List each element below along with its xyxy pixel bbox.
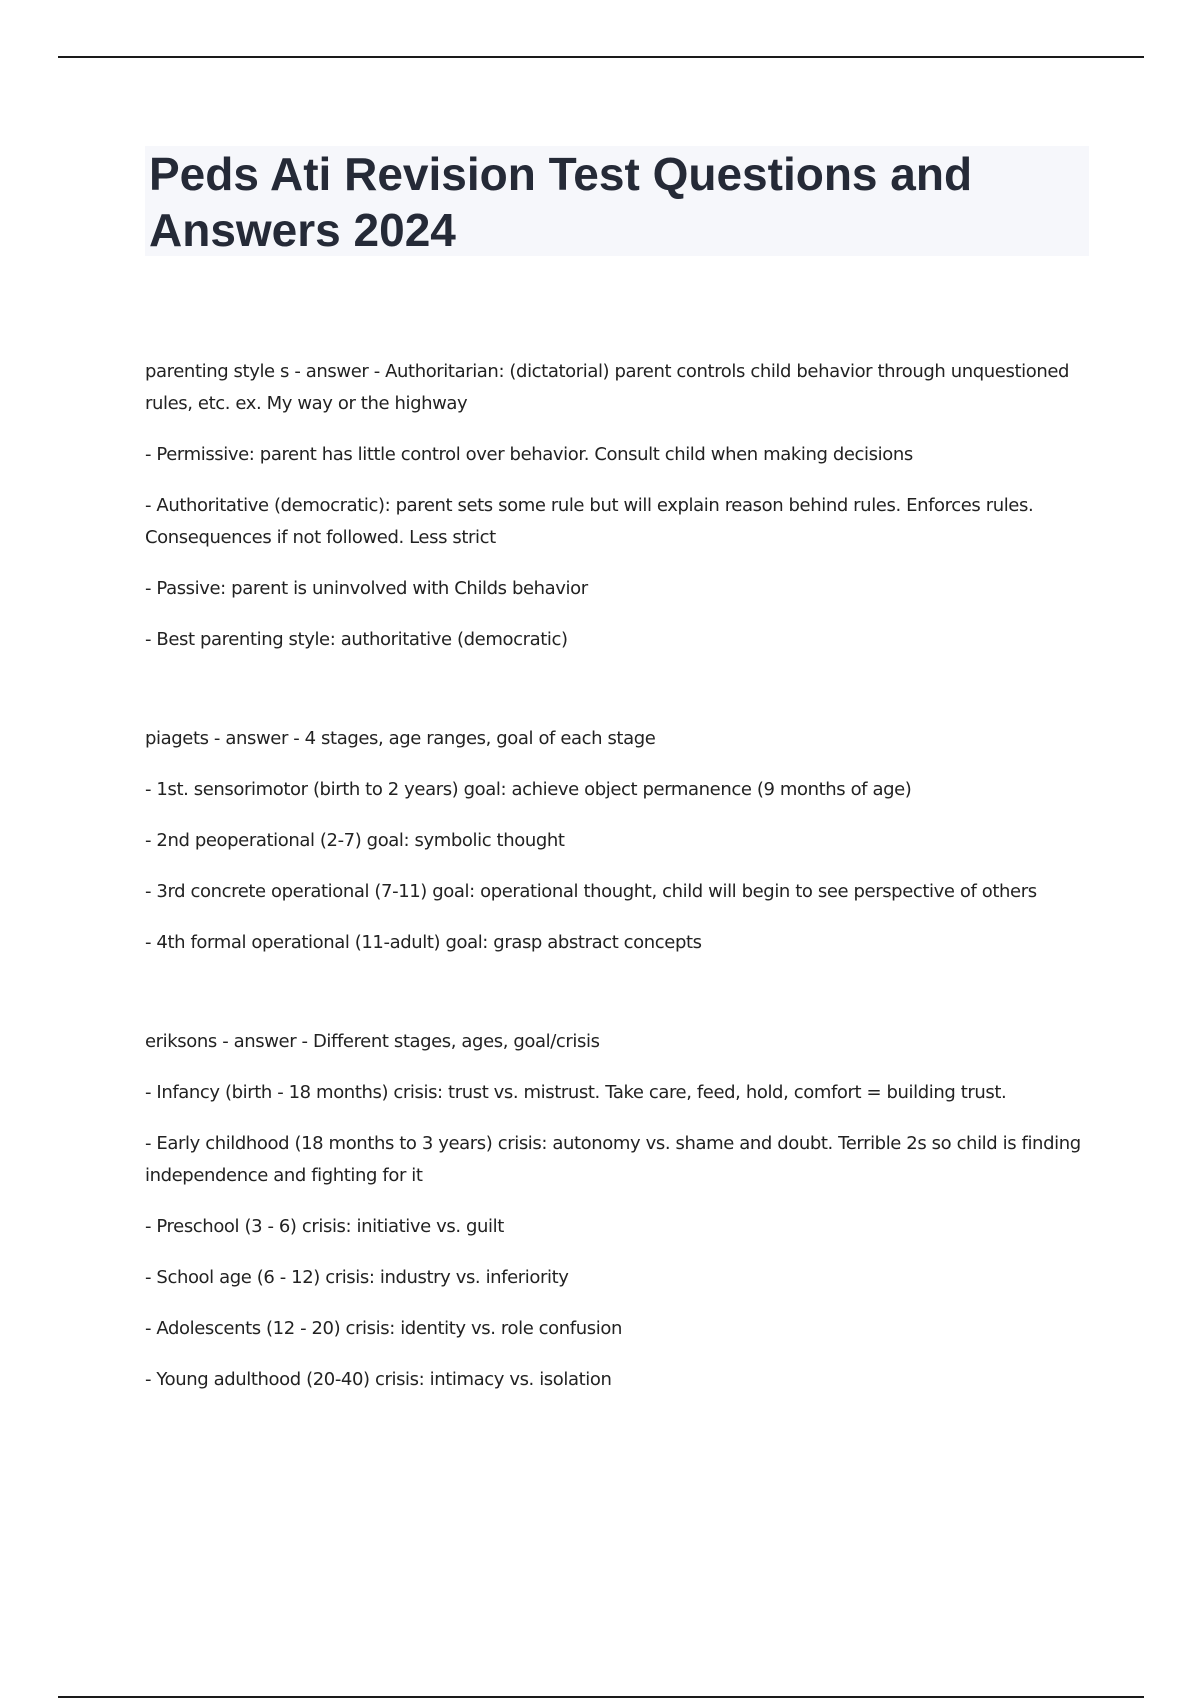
answer-line: - 4th formal operational (11-adult) goal: grasp abstract concepts [145,932,702,953]
section-piagets [145,723,1090,959]
answer-line: - Young adulthood (20-40) crisis: intimacy vs. isolation [145,1369,612,1390]
answer-line: - Passive: parent is uninvolved with Childs behavior [145,578,588,599]
question-line: piagets - answer - 4 stages, age ranges, goal of each stage [145,728,656,749]
answer-line: - Early childhood (18 months to 3 years) crisis: autonomy vs. shame and doubt. Terrible 2s so child is finding independence and fighting for it [145,1133,1081,1186]
section-parenting-styles [145,356,1090,656]
answer-line: - 3rd concrete operational (7-11) goal: operational thought, child will begin to see perspective of others [145,881,1037,902]
answer-line: - 2nd peoperational (2-7) goal: symbolic thought [145,830,565,851]
answer-line: - School age (6 - 12) crisis: industry vs. inferiority [145,1267,569,1288]
bottom-rule [58,1696,1144,1698]
page-title: Peds Ati Revision Test Questions and Answers 2024 [149,148,973,256]
answer-line: - Permissive: parent has little control over behavior. Consult child when making decisions [145,444,913,465]
question-line: eriksons - answer - Different stages, ages, goal/crisis [145,1031,600,1052]
answer-line: - Best parenting style: authoritative (democratic) [145,629,568,650]
top-rule [58,56,1144,58]
title-banner [145,146,1089,256]
answer-line: - 1st. sensorimotor (birth to 2 years) goal: achieve object permanence (9 months of age) [145,779,912,800]
answer-line: - Preschool (3 - 6) crisis: initiative vs. guilt [145,1216,504,1237]
document-body [145,356,1090,1463]
section-eriksons [145,1026,1090,1396]
answer-line: - Infancy (birth - 18 months) crisis: trust vs. mistrust. Take care, feed, hold, comfort = building trust. [145,1082,1007,1103]
answer-line: - Authoritative (democratic): parent sets some rule but will explain reason behind rules. Enforces rules. Consequences if not followed. Less strict [145,495,1034,548]
question-line: parenting style s - answer - Authoritarian: (dictatorial) parent controls child behavior through unquestioned rules, etc. ex. My way or the highway [145,361,1070,414]
answer-line: - Adolescents (12 - 20) crisis: identity vs. role confusion [145,1318,622,1339]
